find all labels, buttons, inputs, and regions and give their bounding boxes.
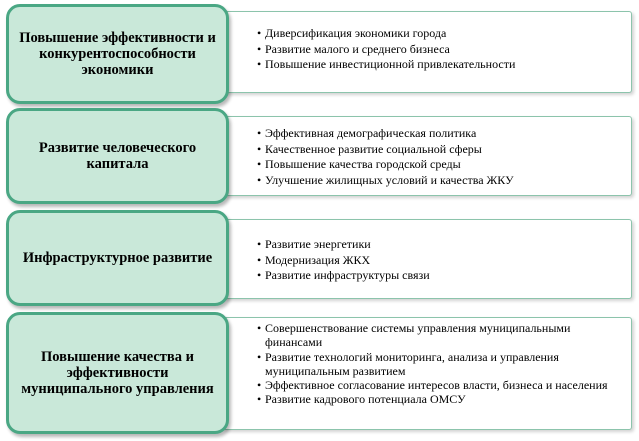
detail-box-infrastructure [222,219,632,299]
detail-list [257,26,625,73]
list-item: • Развитие энергетики [257,237,625,253]
list-item: • Модернизация ЖКХ [257,253,625,269]
list-item: • Совершенствование системы управления муниципальными финансами [257,321,625,350]
list-item: • Повышение инвестиционной привлекательности [257,57,625,73]
label-box-municipal-management [6,312,229,434]
detail-box-municipal-management [222,317,632,430]
list-item: • Развитие инфраструктуры связи [257,268,625,284]
list-item: • Развитие кадрового потенциала ОМСУ [257,392,625,406]
list-item: • Развитие малого и среднего бизнеса [257,42,625,58]
label-box-infrastructure [6,210,229,306]
detail-box-economy [222,11,632,93]
block-title: Развитие человеческого капитала [38,140,197,172]
detail-list [257,237,625,284]
list-item: • Качественное развитие социальной сферы [257,142,625,158]
label-box-economy [6,4,229,104]
list-item: • Повышение качества городской среды [257,157,625,173]
list-item: • Развитие технологий мониторинга, анализа и управления муниципальным развитием [257,350,625,379]
detail-box-human-capital [222,116,632,196]
block-title: Повышение эффективности и конкурентоспособности экономики [19,30,216,78]
block-title: Повышение качества и эффективности муниципального управления [21,349,214,397]
detail-list [257,126,625,188]
block-title: Инфраструктурное развитие [22,250,213,266]
label-box-human-capital [6,108,229,204]
list-item: • Эффективное согласование интересов власти, бизнеса и населения [257,378,625,392]
list-item: • Диверсификация экономики города [257,26,625,42]
detail-list [257,321,625,407]
list-item: • Улучшение жилищных условий и качества ЖКУ [257,173,625,189]
list-item: • Эффективная демографическая политика [257,126,625,142]
